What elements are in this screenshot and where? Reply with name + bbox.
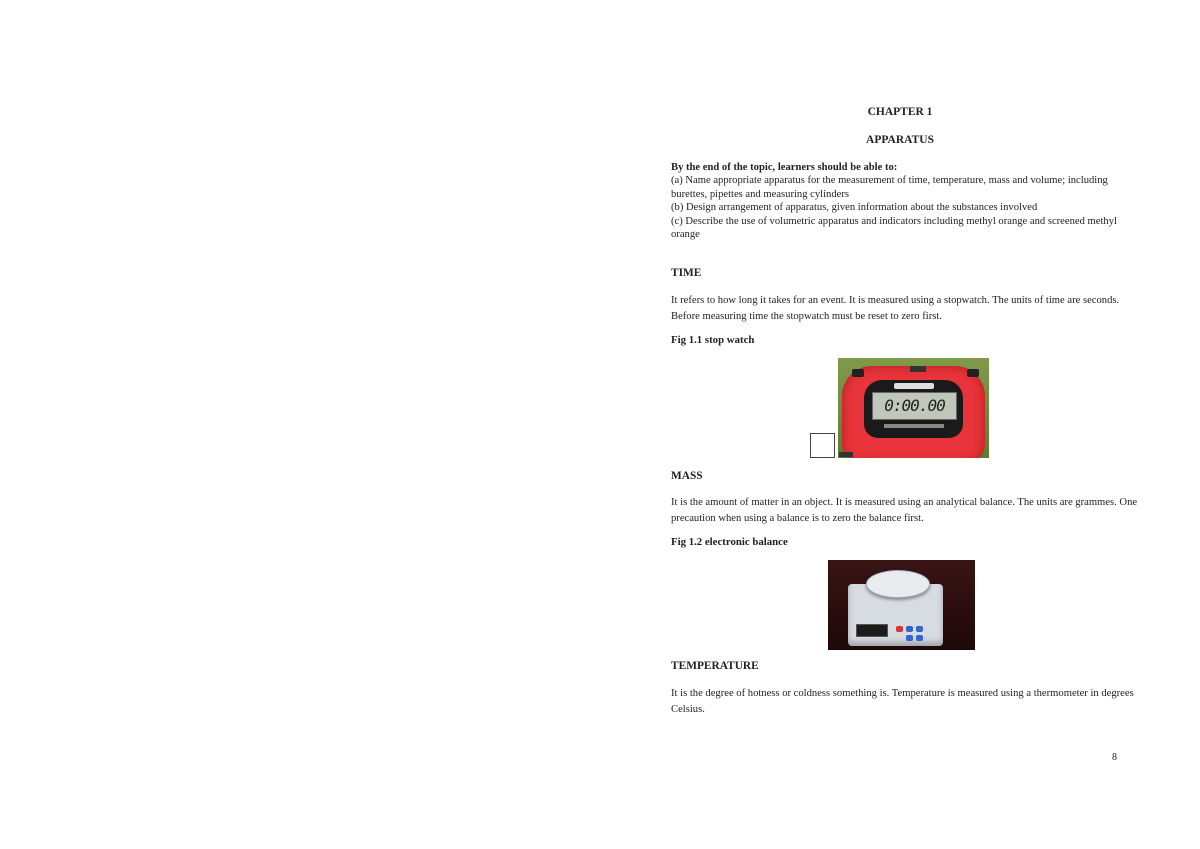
balance-key [896, 626, 903, 632]
stopwatch-display: 0:00.00 [872, 392, 957, 420]
electronic-balance-image [828, 560, 975, 650]
balance-key [916, 635, 923, 641]
objectives-lead: By the end of the topic, learners should be able to: [671, 162, 898, 173]
balance-key [906, 626, 913, 632]
stopwatch-left-button [852, 369, 864, 377]
balance-key [916, 626, 923, 632]
section-title-temperature: TEMPERATURE [671, 660, 759, 672]
stopwatch-right-button [967, 369, 979, 377]
stopwatch-label-strip [884, 424, 944, 428]
figure-caption-balance: Fig 1.2 electronic balance [671, 536, 788, 548]
stopwatch-brand-plate [894, 383, 934, 389]
section-text-time: It refers to how long it takes for an event. It is measured using a stopwatch. The units of time are seconds. Before measuring time the stopwatch must be reset to zero first. [671, 295, 1120, 322]
section-title-mass: MASS [671, 470, 703, 482]
objective-item: (b) Design arrangement of apparatus, given information about the substances involved [671, 202, 1038, 214]
chapter-subtitle: APPARATUS [866, 134, 934, 146]
stopwatch-bezel [864, 380, 963, 438]
stopwatch-top-button [910, 366, 926, 372]
image-corner-tag [839, 452, 853, 457]
figure-caption-stopwatch: Fig 1.1 stop watch [671, 334, 755, 346]
balance-pan [866, 570, 930, 598]
stopwatch-body [842, 366, 985, 458]
section-title-time: TIME [671, 267, 702, 279]
learning-objectives [671, 161, 1141, 241]
objective-item: (c) Describe the use of volumetric apparatus and indicators including methyl orange and screened methyl orange [671, 215, 1117, 241]
page-number: 8 [1112, 752, 1117, 763]
section-text-mass: It is the amount of matter in an object. It is measured using an analytical balance. The units are grammes. One precaution when using a balance is to zero the balance first. [671, 497, 1138, 524]
empty-checkbox-frame [810, 433, 835, 458]
objective-item: (a) Name appropriate apparatus for the measurement of time, temperature, mass and volume; including burettes, pipettes and measuring cylinders [671, 175, 1108, 200]
stopwatch-image [838, 358, 989, 458]
chapter-title: CHAPTER 1 [867, 106, 933, 118]
balance-display [856, 624, 888, 637]
balance-key [906, 635, 913, 641]
section-text-temperature: It is the degree of hotness or coldness something is. Temperature is measured using a thermometer in degrees Celsius. [671, 688, 1134, 715]
